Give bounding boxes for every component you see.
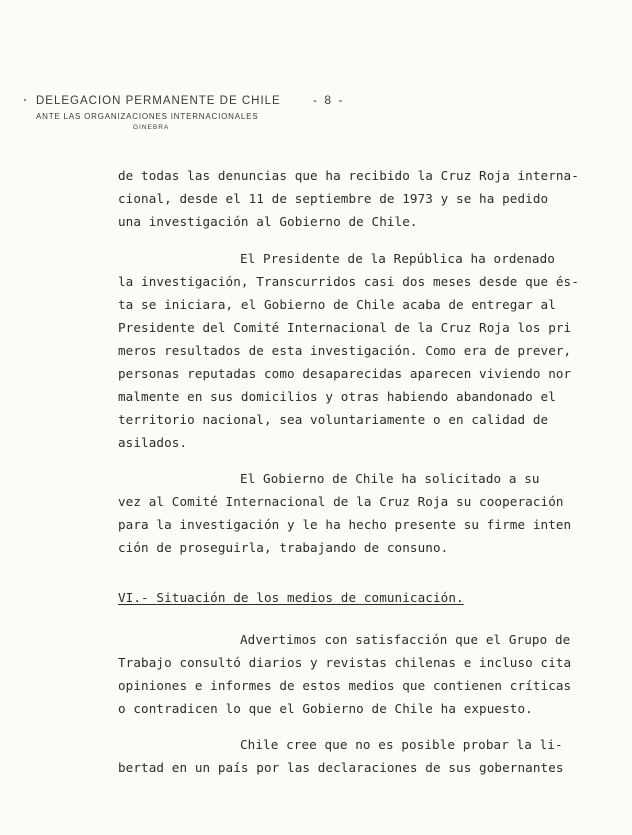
body-line: Trabajo consultó diarios y revistas chilenas e incluso cita bbox=[118, 655, 572, 670]
page-number: - 8 - bbox=[313, 93, 345, 107]
body-line: El Presidente de la República ha ordenado bbox=[240, 251, 555, 266]
body-line: vez al Comité Internacional de la Cruz Roja su cooperación bbox=[118, 494, 564, 509]
body-line: Presidente del Comité Internacional de la Cruz Roja los pri bbox=[118, 320, 572, 335]
body-line: malmente en sus domicilios y otras habiendo abandonado el bbox=[118, 389, 556, 404]
margin-mark bbox=[24, 99, 26, 101]
body-line: de todas las denuncias que ha recibido la Cruz Roja interna- bbox=[118, 168, 579, 183]
body-line: una investigación al Gobierno de Chile. bbox=[118, 214, 418, 229]
body-line: Chile cree que no es posible probar la li- bbox=[240, 737, 563, 752]
body-line: o contradicen lo que el Gobierno de Chile ha expuesto. bbox=[118, 701, 533, 716]
body-line: cional, desde el 11 de septiembre de 1973 y se ha pedido bbox=[118, 191, 549, 206]
body-line: bertad en un país por las declaraciones de sus gobernantes bbox=[118, 760, 564, 775]
body-line: El Gobierno de Chile ha solicitado a su bbox=[240, 471, 540, 486]
body-line: la investigación, Transcurridos casi dos meses desde que és- bbox=[118, 274, 579, 289]
letterhead-org-name: DELEGACION PERMANENTE DE CHILE bbox=[36, 95, 281, 107]
body-line: opiniones e informes de estos medios que contienen críticas bbox=[118, 678, 572, 693]
body-line: territorio nacional, sea voluntariamente o en calidad de bbox=[118, 412, 549, 427]
body-line: Advertimos con satisfacción que el Grupo de bbox=[240, 632, 571, 647]
body-line: para la investigación y le ha hecho presente su firme inten bbox=[118, 517, 572, 532]
body-line: asilados. bbox=[118, 435, 188, 450]
letterhead-city: GINEBRA bbox=[133, 124, 170, 131]
body-line: meros resultados de esta investigación. Como era de prever, bbox=[118, 343, 572, 358]
section-heading: VI.- Situación de los medios de comunicación. bbox=[118, 590, 464, 605]
letterhead-subtitle: ANTE LAS ORGANIZACIONES INTERNACIONALES bbox=[36, 112, 259, 121]
body-line: personas reputadas como desaparecidas aparecen viviendo nor bbox=[118, 366, 572, 381]
body-line: ta se iniciara, el Gobierno de Chile acaba de entregar al bbox=[118, 297, 556, 312]
body-line: ción de proseguirla, trabajando de consuno. bbox=[118, 540, 449, 555]
